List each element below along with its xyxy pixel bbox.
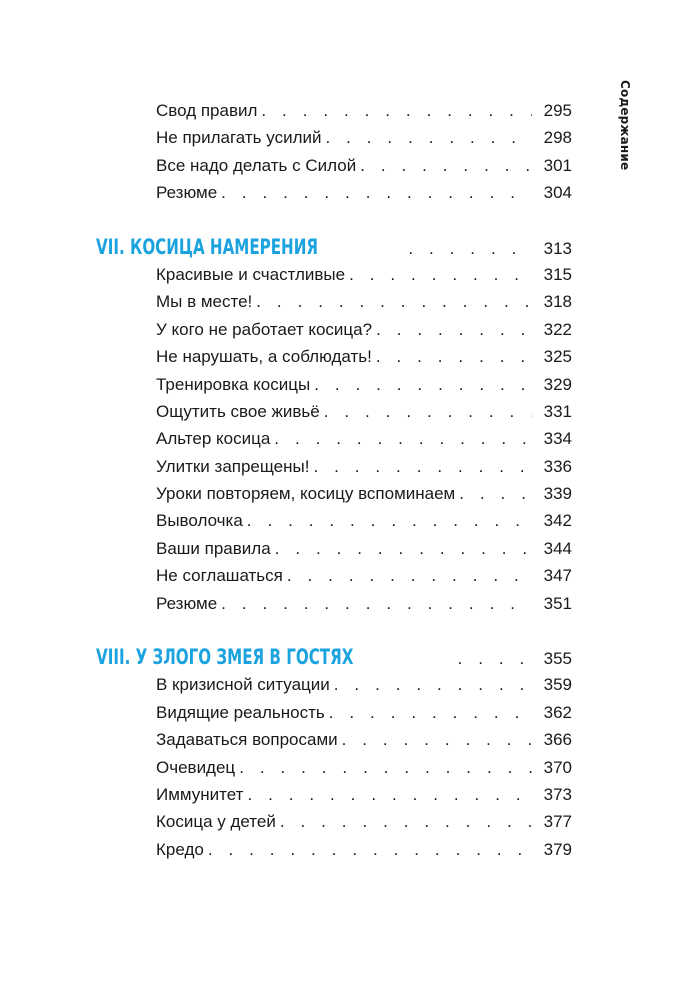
chapter-page: 355 xyxy=(543,649,572,669)
toc-entry[interactable] xyxy=(96,425,572,452)
toc-entry-page: 366 xyxy=(543,730,572,750)
toc-entry[interactable] xyxy=(96,288,572,315)
dot-leader xyxy=(221,179,532,206)
toc-entry-page: 362 xyxy=(543,702,572,722)
toc-entry-page: 295 xyxy=(543,101,572,120)
toc-entry-title: Косица у детей xyxy=(156,812,276,832)
toc-entry[interactable] xyxy=(96,590,572,617)
toc-entry-page: 344 xyxy=(543,538,572,558)
toc-entry-title: Иммунитет xyxy=(156,784,244,804)
toc-entry-page: 315 xyxy=(543,264,572,284)
toc-entry-page: 370 xyxy=(543,757,572,777)
toc-entry-title: Очевидец xyxy=(156,757,236,777)
toc-entry-page: 347 xyxy=(543,566,572,586)
dot-leader xyxy=(239,754,532,781)
dot-leader xyxy=(275,535,532,562)
toc-entry[interactable] xyxy=(96,699,572,726)
toc-entry-page: 331 xyxy=(543,401,572,421)
toc-entry-title: У кого не работает косица? xyxy=(156,319,373,339)
toc-entry[interactable] xyxy=(96,371,572,398)
section-spacer xyxy=(96,617,572,644)
toc-entry-page: 334 xyxy=(543,429,572,449)
dot-leader xyxy=(334,671,532,698)
toc-entry-page: 304 xyxy=(543,183,572,203)
dot-leader xyxy=(329,699,532,726)
dot-leader xyxy=(376,343,532,370)
dot-leader xyxy=(314,371,532,398)
dot-leader xyxy=(221,590,532,617)
toc-entry-title: Улитки запрещены! xyxy=(156,456,310,476)
toc-entry-title: Не нарушать, а соблюдать! xyxy=(156,347,372,367)
dot-leader xyxy=(247,507,532,534)
dot-leader xyxy=(324,398,532,425)
dot-leader xyxy=(376,316,532,343)
dot-leader xyxy=(458,645,532,672)
toc-entry-page: 329 xyxy=(543,374,572,394)
toc-entry-page: 322 xyxy=(543,319,572,339)
dot-leader xyxy=(349,261,532,288)
toc-entry-page: 351 xyxy=(543,593,572,613)
toc-entry-page: 318 xyxy=(543,292,572,312)
dot-leader xyxy=(274,425,532,452)
toc-entry-page: 298 xyxy=(543,128,572,148)
toc-entry-title: Все надо делать с Силой xyxy=(156,155,357,175)
toc-entry[interactable] xyxy=(96,726,572,753)
toc-entry-title: Не прилагать усилий xyxy=(156,128,322,148)
dot-leader xyxy=(261,97,532,124)
dot-leader xyxy=(325,124,532,151)
toc-entry[interactable] xyxy=(96,781,572,808)
toc-entry-title: Тренировка косицы xyxy=(156,374,311,394)
toc-entry-title: Мы в месте! xyxy=(156,292,253,312)
toc-entry-title: Уроки повторяем, косицу вспоминаем xyxy=(156,484,456,504)
toc-entry[interactable] xyxy=(96,507,572,534)
toc-entry-title: Задаваться вопросами xyxy=(156,730,338,750)
toc-entry-title: Видящие реальность xyxy=(156,702,325,722)
dot-leader xyxy=(280,808,532,835)
dot-leader xyxy=(208,836,532,863)
toc-entry[interactable] xyxy=(96,343,572,370)
chapter-page: 313 xyxy=(543,238,572,258)
dot-leader xyxy=(287,562,532,589)
dot-leader xyxy=(247,781,532,808)
toc-entry[interactable] xyxy=(96,97,572,124)
section-spacer xyxy=(96,207,572,234)
toc-entry-title: В кризисной ситуации xyxy=(156,675,330,695)
toc-entry-title: Кредо xyxy=(156,839,204,859)
toc-chapter-heading[interactable] xyxy=(96,644,572,671)
toc-entry-title: Красивые и счастливые xyxy=(156,264,346,284)
toc-entry[interactable] xyxy=(96,535,572,562)
toc-entry-page: 373 xyxy=(543,784,572,804)
chapter-title: VII. КОСИЦА НАМЕРЕНИЯ xyxy=(96,234,319,259)
toc-entry-page: 336 xyxy=(543,456,572,476)
toc-entry[interactable] xyxy=(96,261,572,288)
toc-entry-title: Ощутить свое живьё xyxy=(156,401,320,421)
toc-entry-page: 342 xyxy=(543,511,572,531)
toc-entry-title: Альтер косица xyxy=(156,429,271,449)
dot-leader xyxy=(313,453,532,480)
toc-entry-page: 339 xyxy=(543,484,572,504)
dot-leader xyxy=(408,235,532,262)
toc-entry-page: 301 xyxy=(543,155,572,175)
table-of-contents xyxy=(96,97,572,863)
toc-entry-title: Резюме xyxy=(156,183,218,203)
toc-entry-title: Свод правил xyxy=(156,101,258,120)
toc-entry[interactable] xyxy=(96,316,572,343)
toc-entry-title: Ваши правила xyxy=(156,538,271,558)
toc-entry[interactable] xyxy=(96,152,572,179)
running-header-contents: Содержание xyxy=(618,80,632,171)
toc-entry[interactable] xyxy=(96,671,572,698)
toc-entry-title: Выволочка xyxy=(156,511,243,531)
toc-entry-title: Резюме xyxy=(156,593,218,613)
dot-leader xyxy=(256,288,532,315)
toc-entry-page: 379 xyxy=(543,839,572,859)
toc-entry-title: Не соглашаться xyxy=(156,566,283,586)
toc-entry-page: 325 xyxy=(543,347,572,367)
dot-leader xyxy=(360,152,532,179)
toc-entry[interactable] xyxy=(96,453,572,480)
toc-entry[interactable] xyxy=(96,808,572,835)
toc-entry[interactable] xyxy=(96,124,572,151)
toc-entry-page: 359 xyxy=(543,675,572,695)
chapter-title: VIII. У ЗЛОГО ЗМЕЯ В ГОСТЯХ xyxy=(96,645,354,670)
toc-entry[interactable] xyxy=(96,836,572,863)
toc-chapter-heading[interactable] xyxy=(96,234,572,261)
toc-entry-page: 377 xyxy=(543,812,572,832)
dot-leader xyxy=(459,480,532,507)
toc-entry[interactable] xyxy=(96,754,572,781)
dot-leader xyxy=(342,726,532,753)
toc-entry[interactable] xyxy=(96,179,572,206)
toc-entry[interactable] xyxy=(96,480,572,507)
toc-entry[interactable] xyxy=(96,398,572,425)
toc-entry[interactable] xyxy=(96,562,572,589)
